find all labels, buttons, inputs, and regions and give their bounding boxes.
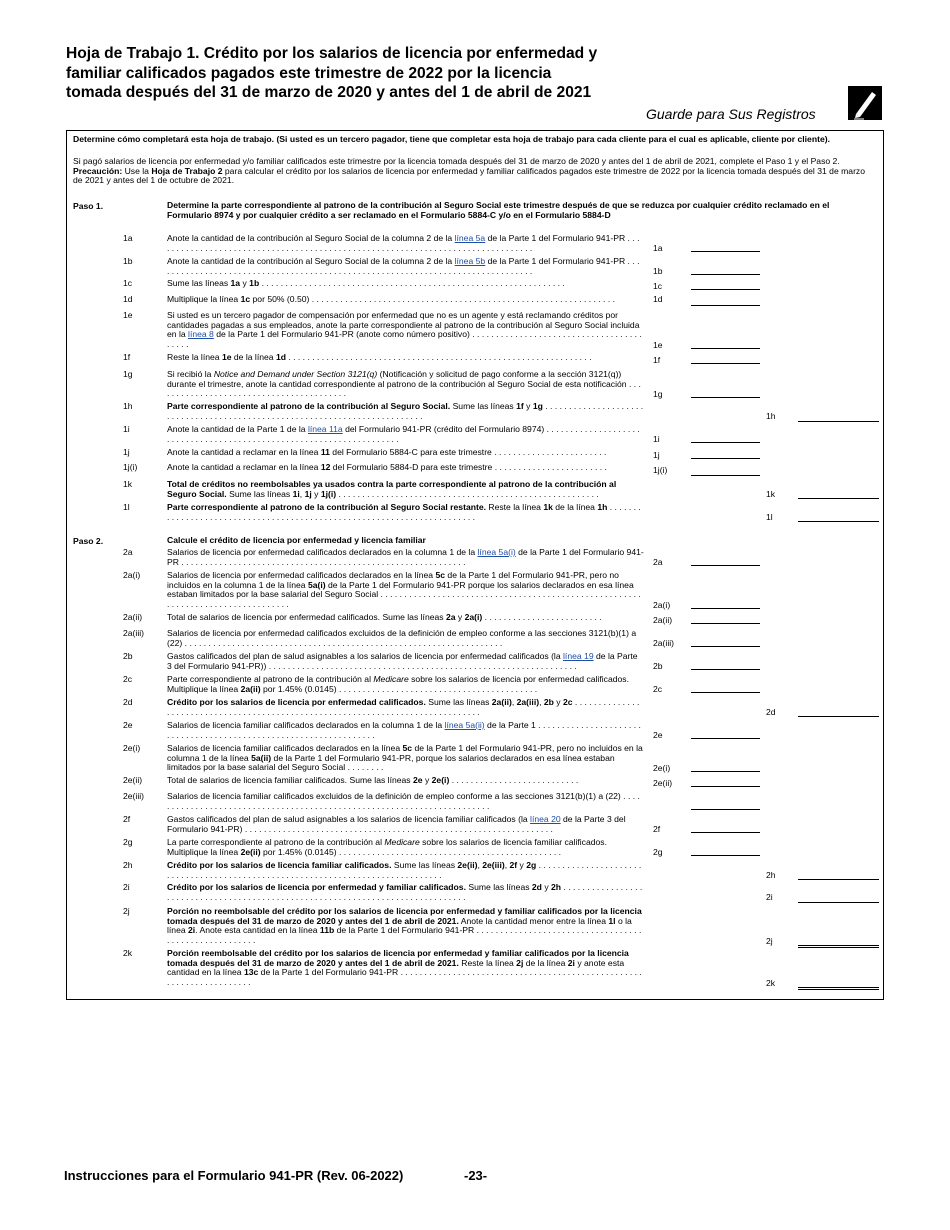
step2-heading: Calcule el crédito de licencia por enfermedad y licencia familiar (167, 536, 426, 545)
line-2f-entry[interactable] (691, 832, 760, 833)
pen-icon (848, 86, 882, 120)
line-2b-entry[interactable] (691, 669, 760, 670)
line-2ei-entry[interactable] (691, 771, 760, 772)
line-2h-entry[interactable] (798, 879, 879, 880)
line-1i-entry[interactable] (691, 442, 760, 443)
line-1d-entry[interactable] (691, 305, 760, 306)
line-1b-entry[interactable] (691, 274, 760, 275)
intro-paragraph: Si pagó salarios de licencia por enfermedad y/o familiar calificados este trimestre por la licencia tomada después del 31 de marzo de 2020 y antes del 1 de abril de 2021, complete el Paso 1 y el Paso 2. Precaución: Use la Hoja de Trabajo 2 para calcular el crédito por los salarios de licencia por enfermedad y familiar calificados pagados este trimestre de 2022 por la licencia tomada después del 31 de marzo de 2021 y antes del 1 de octubre de 2021. (73, 156, 866, 186)
line-2d-entry[interactable] (798, 716, 879, 717)
keep-records-note: Guarde para Sus Registros (646, 106, 816, 122)
line-2ai-entry[interactable] (691, 608, 760, 609)
step1-label: Paso 1. (73, 201, 104, 211)
line-1a-entry[interactable] (691, 251, 760, 252)
line-2a-entry[interactable] (691, 565, 760, 566)
line-2e-entry[interactable] (691, 738, 760, 739)
step2-label: Paso 2. (73, 536, 104, 546)
footer-form-title: Instrucciones para el Formulario 941-PR (Rev. 06-2022) (64, 1168, 404, 1183)
worksheet-box: Determine cómo completará esta hoja de trabajo. (Si usted es un tercero pagador, tiene que completar esta hoja de trabajo para cada cliente para el cual es aplicable, cliente por cliente). Si pagó salarios de licencia por enfermedad y/o familiar calificados este trimestre por la licencia tomada después del 31 de marzo de 2020 y antes del 1 de abril de 2021, complete el Paso 1 y el Paso 2. Precaución: Use la Hoja de Trabajo 2 para calcular el crédito por los salarios de licencia por enfermedad y familiar calificados pagados este trimestre de 2022 por la licencia tomada después del 31 de marzo de 2021 y antes del 1 de octubre de 2021. Paso 1. Determine la parte correspondiente al patrono de la contribución al Seguro Social este trimestre después de que se reduzca por cualquier crédito reclamado en el Formulario 8974 y por cualquier crédito a ser reclamado en el Formulario 5884-C y/o en el Formulario 5884-D 1a Anote la cantidad de la contribución al Seguro Social de la columna 2 de la línea 5a de la Parte 1 del Formulario 941-PR . . . . . . . . . . . . . . . . . . . . . . . . . . . . . . . . . . . . . . . . . . . . . . . . . . . . . . . . . . . . . . . . . . . . . . . . . . . . . . . . 1a 1b Anote la cantidad de la contribución al Seguro Social de la columna 2 de la línea 5b de la Parte 1 del Formulario 941-PR . . . . . . . . . . . . . . . . . . . . . . . . . . . . . . . . . . . . . . . . . . . . . . . . . . . . . . . . . . . . . . . . . . . . . . . . . . . . . . . . 1b 1c Sume las líneas 1a y 1b . . . . . . . . . . . . . . . . . . . . . . . . . . . . . . . . . . . . . . . . . . . . . . . . . . . . . . . . . . . . . . . . 1c 1d Multiplique la línea 1c por 50% (0.50) . . . . . . . . . . . . . . . . . . . . . . . . . . . . . . . . . . . . . . . . . . . . . . . . . . . . . . . . . . . . . . . . 1d 1e Si usted es un tercero pagador de compensación por enfermedad que no es un agente y está reclamando créditos por cantidades pagadas a sus empleados, anote la parte correspondiente al patrono de la contribución al Seguro Social incluida en la línea 8 de la Parte 1 del Formulario 941-PR (anote como número positivo) . . . . . . . . . . . . . . . . . . . . . . . . . . . . . . . . . . . . . . . . . 1e 1f Reste la línea 1e de la línea 1d . . . . . . . . . . . . . . . . . . . . . . . . . . . . . . . . . . . . . . . . . . . . . . . . . . . . . . . . . . . . . . . . 1f 1g Si recibió la Notice and Demand under Section 3121(q) (Notificación y solicitud de pago conforme a la sección 3121(q)) durante el trimestre, anote la cantidad correspondiente al patrono de la contribución al Seguro Social de esta notificación . . . . . . . . . . . . . . . . . . . . . . . . . . . . . . . . . . . . . . . . . 1g 1h Parte correspondiente al patrono de la contribución al Seguro Social. Sume las líneas 1f y 1g . . . . . . . . . . . . . . . . . . . . . . . . . . . . . . . . . . . . . . . . . . . . . . . . . . . . . . . . . . . . . . . . . . . . . . . . . . . 1h 1i Anote la cantidad de la Parte 1 de la línea 11a del Formulario 941-PR (crédito del Formulario 8974) . . . . . . . . . . . . . . . . . . . . . . . . . . . . . . . . . . . . . . . . . . . . . . . . . . . . . . . . . . . . . . . . . . . . . 1i 1j Anote la cantidad a reclamar en la línea 11 del Formulario 5884-C para este trimestre . . . . . . . . . . . . . . . . . . . . . . . . 1j 1j(i) Anote la cantidad a reclamar en la línea 12 del Formulario 5884-D para este trimestre . . . . . . . . . . . . . . . . . . . . . . . . 1j(i) 1k Total de créditos no reembolsables ya usados contra la parte correspondiente al patrono de la contribución al Seguro Social. Sume las líneas 1i, 1j y 1j(i) . . . . . . . . . . . . . . . . . . . . . . . . . . . . . . . . . . . . . . . . . . . . . . . . . . . . . . . 1k 1l Parte correspondiente al patrono de la contribución al Seguro Social restante. Reste la línea 1k de la línea 1h . . . . . . . . . . . . . . . . . . . . . . . . . . . . . . . . . . . . . . . . . . . . . . . . . . . . . . . . . . . . . . . . . . . . . . . . 1l Paso 2. Calcule el crédito de licencia por enfermedad y licencia familiar 2a Salarios de licencia por enfermedad calificados declarados en la columna 1 de la línea 5a(i) de la Parte 1 del Formulario 941-PR . . . . . . . . . . . . . . . . . . . . . . . . . . . . . . . . . . . . . . . . . . . . . . . . . . . . . . . . . . . . 2a 2a(i) Salarios de licencia por enfermedad calificados declarados en la línea 5c de la Parte 1 del Formulario 941-PR, pero no incluidos en la columna 1 de la línea 5a(i) de la Parte 1 del Formulario 941-PR porque los salarios declarados en esa línea estaban limitados por la base salarial del Seguro Social . . . . . . . . . . . . . . . . . . . . . . . . . . . . . . . . . . . . . . . . . . . . . . . . . . . . . . . . . . . . . . . . . . . . . . . . . . . . . . . . . 2a(i) 2a(ii) Total de salarios de licencia por enfermedad calificados. Sume las líneas 2a y 2a(i) . . . . . . . . . . . . . . . . . . . . . . . . . 2a(ii) 2a(iii) Salarios de licencia por enfermedad calificados excluidos de la definición de empleo conforme a las secciones 3121(b)(1) a (22) . . . . . . . . . . . . . . . . . . . . . . . . . . . . . . . . . . . . . . . . . . . . . . . . . . . . . . . . . . . . . . . . . . . 2a(iii) 2b Gastos calificados del plan de salud asignables a los salarios de licencia por enfermedad calificados (la línea 19 de la Parte 3 del Formulario 941-PR)) . . . . . . . . . . . . . . . . . . . . . . . . . . . . . . . . . . . . . . . . . . . . . . . . . . . . . . . . . . . . . . . . . 2b 2c Parte correspondiente al patrono de la contribución al Medicare sobre los salarios de licencia por enfermedad calificados. Multiplique la línea 2a(ii) por 1.45% (0.0145) . . . . . . . . . . . . . . . . . . . . . . . . . . . . . . . . . . . . . . . . . . 2c 2d Crédito por los salarios de licencia por enfermedad calificados. Sume las líneas 2a(ii), 2a(iii), 2b y 2c . . . . . . . . . . . . . . . . . . . . . . . . . . . . . . . . . . . . . . . . . . . . . . . . . . . . . . . . . . . . . . . . . . . . . . . . . . . . . . . . 2d 2e Salarios de licencia familiar calificados declarados en la columna 1 de la línea 5a(ii) de la Parte 1 . . . . . . . . . . . . . . . . . . . . . . . . . . . . . . . . . . . . . . . . . . . . . . . . . . . . . . . . . . . . . . . . . . 2e 2e(i) Salarios de licencia familiar calificados declarados en la línea 5c de la Parte 1 del Formulario 941-PR, pero no incluidos en la columna 1 de la línea 5a(ii) de la Parte 1 del Formulario 941-PR, porque los salarios declarados en esa línea estaban limitados por la base salarial del Seguro Social . . . . . . . . 2e(i) 2e(ii) Total de salarios de licencia familiar calificados. Sume las líneas 2e y 2e(i) . . . . . . . . . . . . . . . . . . . . . . . . . . . 2e(ii) 2e(iii) Salarios de licencia familiar calificados excluidos de la definición de empleo conforme a las secciones 3121(b)(1) a (22) . . . . . . . . . . . . . . . . . . . . . . . . . . . . . . . . . . . . . . . . . . . . . . . . . . . . . . . . . . . . . . . . . . . . . . . . 2f Gastos calificados del plan de salud asignables a los salarios de licencia familiar calificados (la línea 20 de la Parte 3 del Formulario 941-PR) . . . . . . . . . . . . . . . . . . . . . . . . . . . . . . . . . . . . . . . . . . . . . . . . . . . . . . . . . . . . . . . . . 2f 2g La parte correspondiente al patrono de la contribución al Medicare sobre los salarios de licencia familiar calificados. Multiplique la línea 2e(ii) por 1.45% (0.0145) . . . . . . . . . . . . . . . . . . . . . . . . . . . . . . . . . . . . . . . . . . . . . . . 2g 2h Crédito por los salarios de licencia familiar calificados. Sume las líneas 2e(ii), 2e(iii), 2f y 2g . . . . . . . . . . . . . . . . . . . . . . . . . . . . . . . . . . . . . . . . . . . . . . . . . . . . . . . . . . . . . . . . . . . . . . . . . . . . . . . . 2h 2i Crédito por los salarios de licencia por enfermedad y familiar calificados. Sume las líneas 2d y 2h . . . . . . . . . . . . . . . . . . . . . . . . . . . . . . . . . . . . . . . . . . . . . . . . . . . . . . . . . . . . . . . . . . . . . . . . . . . . . . . . 2i 2j Porción no reembolsable del crédito por los salarios de licencia por enfermedad y familiar calificados por la licencia tomada después del 31 de marzo de 2020 y antes del 1 de abril de 2021. Anote la cantidad menor entre la línea 1l o la línea 2i. Anote esta cantidad en la línea 11b de la Parte 1 del Formulario 941-PR . . . . . . . . . . . . . . . . . . . . . . . . . . . . . . . . . . . . . . . . . . . . . . . . . . . . . . 2j 2k Porción reembolsable del crédito por los salarios de licencia por enfermedad y familiar calificados por la licencia tomada después del 31 de marzo de 2020 y antes del 1 de abril de 2021. Reste la línea 2j de la línea 2i y anote esta cantidad en la línea 13c de la Parte 1 del Formulario 941-PR . . . . . . . . . . . . . . . . . . . . . . . . . . . . . . . . . . . . . . . . . . . . . . . . . . . . . . . . . . . . . . . . . . . . . 2k (66, 130, 884, 1000)
line-1l-entry[interactable] (798, 521, 879, 522)
line-1c-entry[interactable] (691, 289, 760, 290)
line-2k-entry[interactable] (798, 987, 879, 990)
line-2i-entry[interactable] (798, 902, 879, 903)
line-1k-entry[interactable] (798, 498, 879, 499)
line-2eii-entry[interactable] (691, 786, 760, 787)
line-2eiii-entry[interactable] (691, 809, 760, 810)
line-1h-entry[interactable] (798, 421, 879, 422)
line-2c-entry[interactable] (691, 692, 760, 693)
line-1ji-entry[interactable] (691, 475, 760, 476)
line-1g-entry[interactable] (691, 397, 760, 398)
page-number: -23- (464, 1168, 488, 1183)
line-2aiii-entry[interactable] (691, 646, 760, 647)
line-1e-entry[interactable] (691, 348, 760, 349)
line-1f-entry[interactable] (691, 363, 760, 364)
line-1j-entry[interactable] (691, 458, 760, 459)
intro-bold: Determine cómo completará esta hoja de trabajo. (Si usted es un tercero pagador, tiene que completar esta hoja de trabajo para cada cliente para el cual es aplicable, cliente por cliente). (73, 134, 830, 144)
step1-heading: Determine la parte correspondiente al patrono de la contribución al Seguro Social este trimestre después de que se reduzca por cualquier crédito reclamado en el Formulario 8974 y por cualquier crédito a ser reclamado en el Formulario 5884-C y/o en el Formulario 5884-D (167, 201, 830, 220)
line-2aii-entry[interactable] (691, 623, 760, 624)
worksheet-title: Hoja de Trabajo 1. Crédito por los salarios de licencia por enfermedad y familiar calificados pagados este trimestre de 2022 por la licencia tomada después del 31 de marzo de 2020 y antes del 1 de abril de 2021 (66, 45, 598, 101)
line-2j-entry[interactable] (798, 945, 879, 948)
line-2g-entry[interactable] (691, 855, 760, 856)
